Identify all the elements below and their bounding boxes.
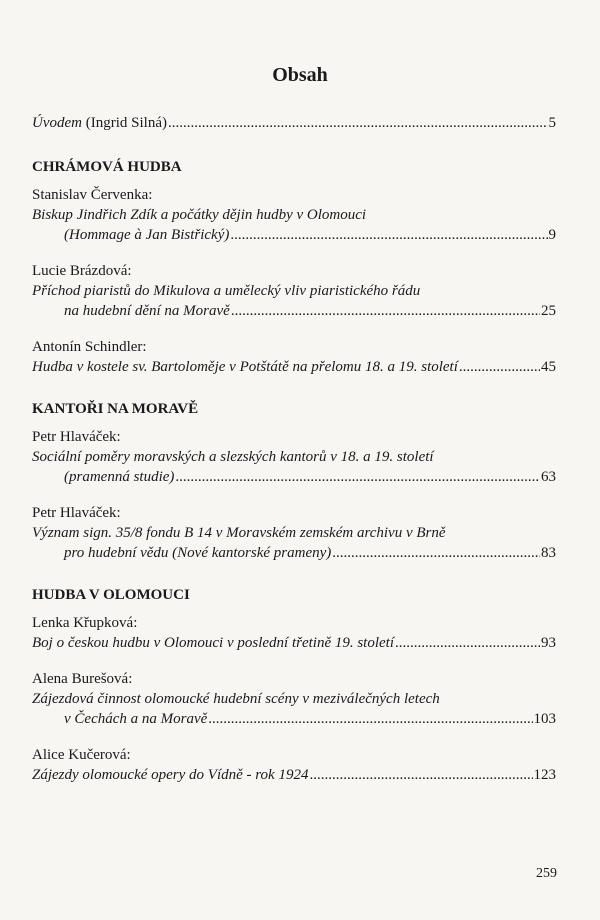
entry-title-text: Příchod piaristů do Mikulova a umělecký vliv piaristického řádu [32, 283, 421, 299]
leader-dots [231, 301, 540, 321]
section-heading: CHRÁMOVÁ HUDBA [32, 159, 182, 175]
toc-entry[interactable] [32, 669, 556, 729]
entry-author: Antonín Schindler: [32, 339, 147, 355]
entry-author: Petr Hlaváček: [32, 429, 121, 445]
entry-title-text: Sociální poměry moravských a slezských kantorů v 18. a 19. století [32, 449, 434, 465]
page-number: 259 [536, 866, 557, 881]
toc-entry[interactable] [32, 337, 556, 377]
toc-entry[interactable] [32, 503, 556, 563]
entry-page: 103 [533, 711, 556, 727]
entry-title-text: Biskup Jindřich Zdík a počátky dějin hudby v Olomouci [32, 207, 367, 223]
intro-title: Úvodem [32, 115, 82, 131]
entry-title-line [32, 633, 556, 653]
leader-dots [175, 467, 540, 487]
entry-title-line [32, 765, 556, 785]
entry-page: 93 [541, 635, 556, 651]
entry-author: Stanislav Červenka: [32, 187, 153, 203]
table-of-contents [32, 113, 556, 801]
entry-author: Lucie Brázdová: [32, 263, 132, 279]
entry-title-text: Hudba v kostele sv. Bartoloměje v Potštátě na přelomu 18. a 19. století [32, 359, 458, 375]
entry-title-line [32, 301, 556, 321]
entry-page: 9 [548, 227, 556, 243]
entry-page: 83 [541, 545, 556, 561]
entry-author: Alena Burešová: [32, 671, 133, 687]
entry-title-text: (pramenná studie) [64, 469, 175, 485]
toc-intro[interactable] [32, 113, 556, 133]
entry-title-text: Zájezdy olomoucké opery do Vídně - rok 1924 [32, 767, 309, 783]
entry-page: 25 [541, 303, 556, 319]
entry-title-line [32, 225, 556, 245]
entry-page: 63 [541, 469, 556, 485]
leader-dots [230, 225, 547, 245]
section-heading: KANTOŘI NA MORAVĚ [32, 401, 199, 417]
sections-container [32, 157, 556, 785]
leader-dots [459, 357, 540, 377]
entry-author: Alice Kučerová: [32, 747, 131, 763]
leader-dots [208, 709, 532, 729]
leader-dots [332, 543, 540, 563]
section-heading: HUDBA V OLOMOUCI [32, 587, 190, 603]
toc-entry[interactable] [32, 261, 556, 321]
entry-title-text: v Čechách a na Moravě [64, 711, 208, 727]
entry-title-line [32, 447, 556, 467]
entry-title-line [32, 689, 556, 709]
entry-title-line [32, 281, 556, 301]
entry-title-line [32, 205, 556, 225]
toc-entry[interactable] [32, 613, 556, 653]
entry-title-text: (Hommage à Jan Bistřický) [64, 227, 230, 243]
leader-dots [168, 113, 548, 133]
page-title: Obsah [272, 64, 328, 86]
entry-author: Lenka Křupková: [32, 615, 138, 631]
toc-entry[interactable] [32, 427, 556, 487]
entry-title-line [32, 357, 556, 377]
entry-page: 45 [541, 359, 556, 375]
toc-entry[interactable] [32, 745, 556, 785]
entry-title-text: Význam sign. 35/8 fondu B 14 v Moravském zemském archivu v Brně [32, 525, 446, 541]
entry-title-text: na hudební dění na Moravě [64, 303, 230, 319]
entry-title-line [32, 543, 556, 563]
entry-title-text: Boj o českou hudbu v Olomouci v poslední třetině 19. století [32, 635, 395, 651]
entry-author: Petr Hlaváček: [32, 505, 121, 521]
toc-entry[interactable] [32, 185, 556, 245]
entry-title-line [32, 467, 556, 487]
intro-author: (Ingrid Silná) [81, 115, 167, 131]
entry-page: 123 [533, 767, 556, 783]
entry-title-text: Zájezdová činnost olomoucké hudební scény v meziválečných letech [32, 691, 440, 707]
entry-title-text: pro hudební vědu (Nové kantorské prameny) [64, 545, 332, 561]
leader-dots [309, 765, 532, 785]
entry-title-line [32, 709, 556, 729]
intro-page: 5 [548, 115, 556, 131]
leader-dots [395, 633, 540, 653]
entry-title-line [32, 523, 556, 543]
